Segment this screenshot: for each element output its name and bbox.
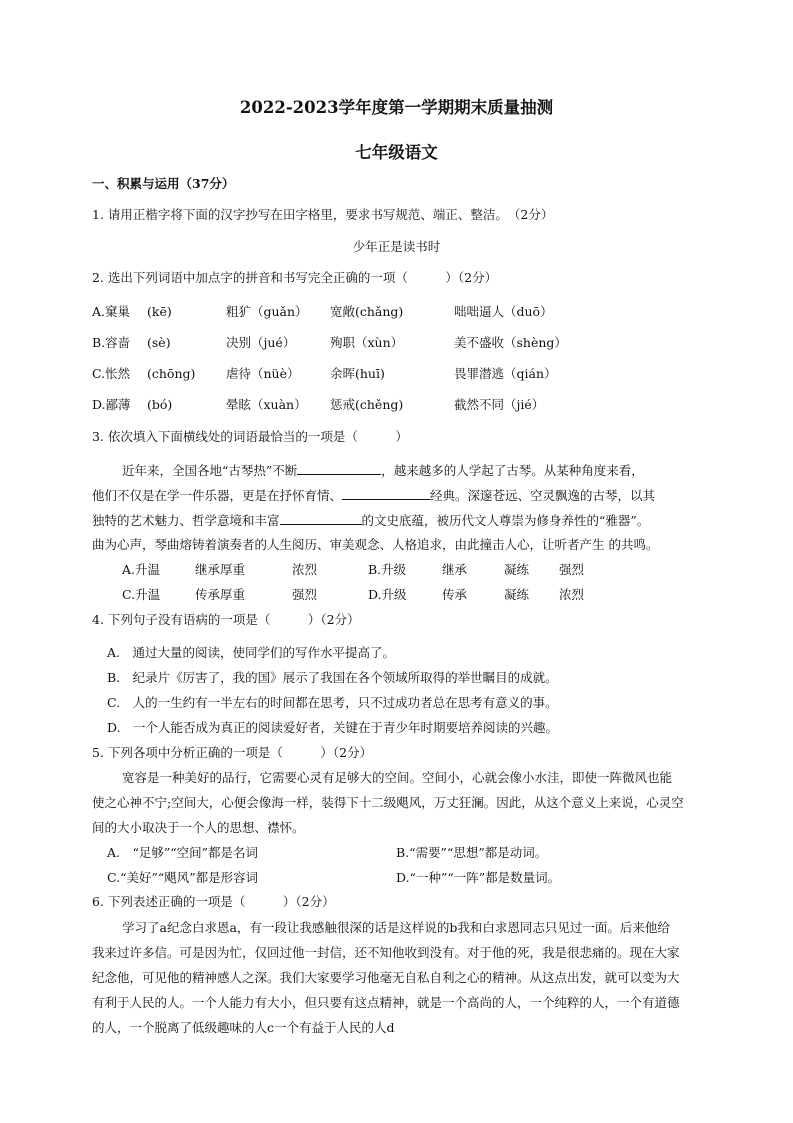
question-1-phrase: 少年正是读书时 <box>352 239 441 254</box>
option-word: 继承 <box>442 562 468 577</box>
option-word: 咄咄逼人（duō） <box>454 304 553 319</box>
question-1: 1. 请用正楷字将下面的汉字抄写在田字格里，要求书写规范、端正、整洁。 （2分） <box>92 207 554 222</box>
option-word: 晕眩（xuàn） <box>226 397 307 412</box>
option-label: A.窠巢 <box>92 304 131 319</box>
question-4-option: A. 通过大量的阅读，使同学们的写作水平提高了。 <box>107 645 396 660</box>
option-word: 截然不同（jié） <box>454 397 545 412</box>
page-subtitle: 七年级语文 <box>355 143 438 162</box>
fill-blank[interactable] <box>342 487 430 500</box>
option-word: 凝练 <box>504 562 530 577</box>
question-5-option-d: D.“一种”“一阵”都是数量词。 <box>396 870 561 885</box>
option-pinyin: (kē) <box>147 304 172 319</box>
question-5-option-a: A. “足够”“空间”都是名词 <box>107 845 259 860</box>
fill-blank[interactable] <box>297 462 381 475</box>
option-label: C.怅然 <box>92 366 131 381</box>
question-4-option: B. 纪录片《厉害了，我的国》展示了我国在各个领域所取得的举世瞩目的成就。 <box>107 670 558 685</box>
passage-line: 使之心神不宁;空间大，心便会像海一样，装得下十二级飓风，万丈狂澜。因此，从这个意义上来说，心灵空 <box>92 795 684 810</box>
option-label: A.升温 <box>122 562 161 577</box>
question-4: 4. 下列句子没有语病的一项是（ ）（2分） <box>92 612 360 627</box>
option-word: 宽敞(chǎng) <box>330 304 404 319</box>
passage-line: 学习了a纪念白求恩a，有一段让我感触很深的话是这样说的b我和白求恩同志只见过一面。后来他给 <box>122 920 670 935</box>
passage-line: 我来过许多信。可是因为忙，仅回过他一封信，还不知他收到没有。对于他的死，我是很悲痛的。现在大家 <box>92 945 680 960</box>
passage-line: 近年来，全国各地“古琴热”不断 ，越来越多的人学起了古琴。从某种角度来看， <box>122 463 644 478</box>
passage-line: 宽容是一种美好的品行，它需要心灵有足够大的空间。空间小，心就会像小水洼，即使一阵微风也能 <box>122 770 673 785</box>
option-word: 余晖(huī) <box>330 366 385 381</box>
option-word: 继承厚重 <box>195 562 246 577</box>
option-word: 凝练 <box>504 587 530 602</box>
option-word: 美不盛收（shèng） <box>454 335 567 350</box>
option-word: 浓烈 <box>292 562 318 577</box>
passage-line: 间的大小取决于一个人的思想、襟怀。 <box>92 820 305 835</box>
option-word: 畏罪潜逃（qián） <box>454 366 557 381</box>
question-2: 2. 选出下列词语中加点字的拼音和书写完全正确的一项（ ）（2分） <box>92 270 498 285</box>
option-word: 浓烈 <box>559 587 585 602</box>
option-word: 强烈 <box>292 587 318 602</box>
option-label: B.升级 <box>368 562 407 577</box>
option-word: 传承厚重 <box>195 587 246 602</box>
passage-line: 的人，一个脱离了低级趣味的人c一个有益于人民的人d <box>92 1020 395 1035</box>
option-label: D.升级 <box>368 587 407 602</box>
option-word: 强烈 <box>559 562 585 577</box>
passage-line: 纪念他，可见他的精神感人之深。我们大家要学习他毫无自私自利之心的精神。从这点出发，就可以变为大 <box>92 970 680 985</box>
question-5: 5. 下列各项中分析正确的一项是（ ）（2分） <box>92 745 373 760</box>
option-label: B.容啬 <box>92 335 131 350</box>
option-word: 传承 <box>442 587 468 602</box>
option-pinyin: (sè) <box>147 335 171 350</box>
option-pinyin: (chōng) <box>147 366 196 381</box>
question-4-option: D. 一个人能否成为真正的阅读爱好者，关键在于青少年时期要培养阅读的兴趣。 <box>107 720 559 735</box>
passage-line: 曲为心声，琴曲熔铸着演奏者的人生阅历、审美观念、人格追求，由此撞击人心，让听者产生 的共鸣。 <box>92 537 659 552</box>
fill-blank[interactable] <box>280 512 362 525</box>
page-title: 2022-2023学年度第一学期期末质量抽测 <box>239 98 554 117</box>
option-word: 殉职（xùn） <box>330 335 404 350</box>
question-6: 6. 下列表述正确的一项是（ ）（2分） <box>92 894 335 909</box>
option-word: 虐待（nüè） <box>226 366 300 381</box>
passage-line: 有利于人民的人。一个人能力有大小，但只要有这点精神，就是一个高尚的人，一个纯粹的人，一个有道德 <box>92 995 680 1010</box>
option-word: 决别（jué） <box>226 335 296 350</box>
option-word: 粗犷（guǎn） <box>226 304 308 319</box>
option-label: D.鄙薄 <box>92 397 131 412</box>
passage-line: 独特的艺术魅力、哲学意境和丰富 的文史底蕴，被历代文人尊崇为修身养性的“雅器”。 <box>92 513 650 528</box>
passage-line: 他们不仅是在学一件乐器，更是在抒怀育情、 经典。深邃苍远、空灵飘逸的古琴，以其 <box>92 488 656 503</box>
question-3: 3. 依次填入下面横线处的词语最恰当的一项是（ ） <box>92 429 408 444</box>
section-heading: 一、积累与运用（37分） <box>92 176 235 191</box>
option-label: C.升温 <box>122 587 161 602</box>
option-word: 惩戒(chěng) <box>330 397 404 412</box>
option-pinyin: (bó) <box>147 397 173 412</box>
question-4-option: C. 人的一生约有一半左右的时间都在思考，只不过成功者总在思考有意义的事。 <box>107 695 558 710</box>
question-5-option-c: C.“美好”“飓风”都是形容词 <box>107 870 259 885</box>
question-5-option-b: B.“需要”“思想”都是动词。 <box>396 845 548 860</box>
